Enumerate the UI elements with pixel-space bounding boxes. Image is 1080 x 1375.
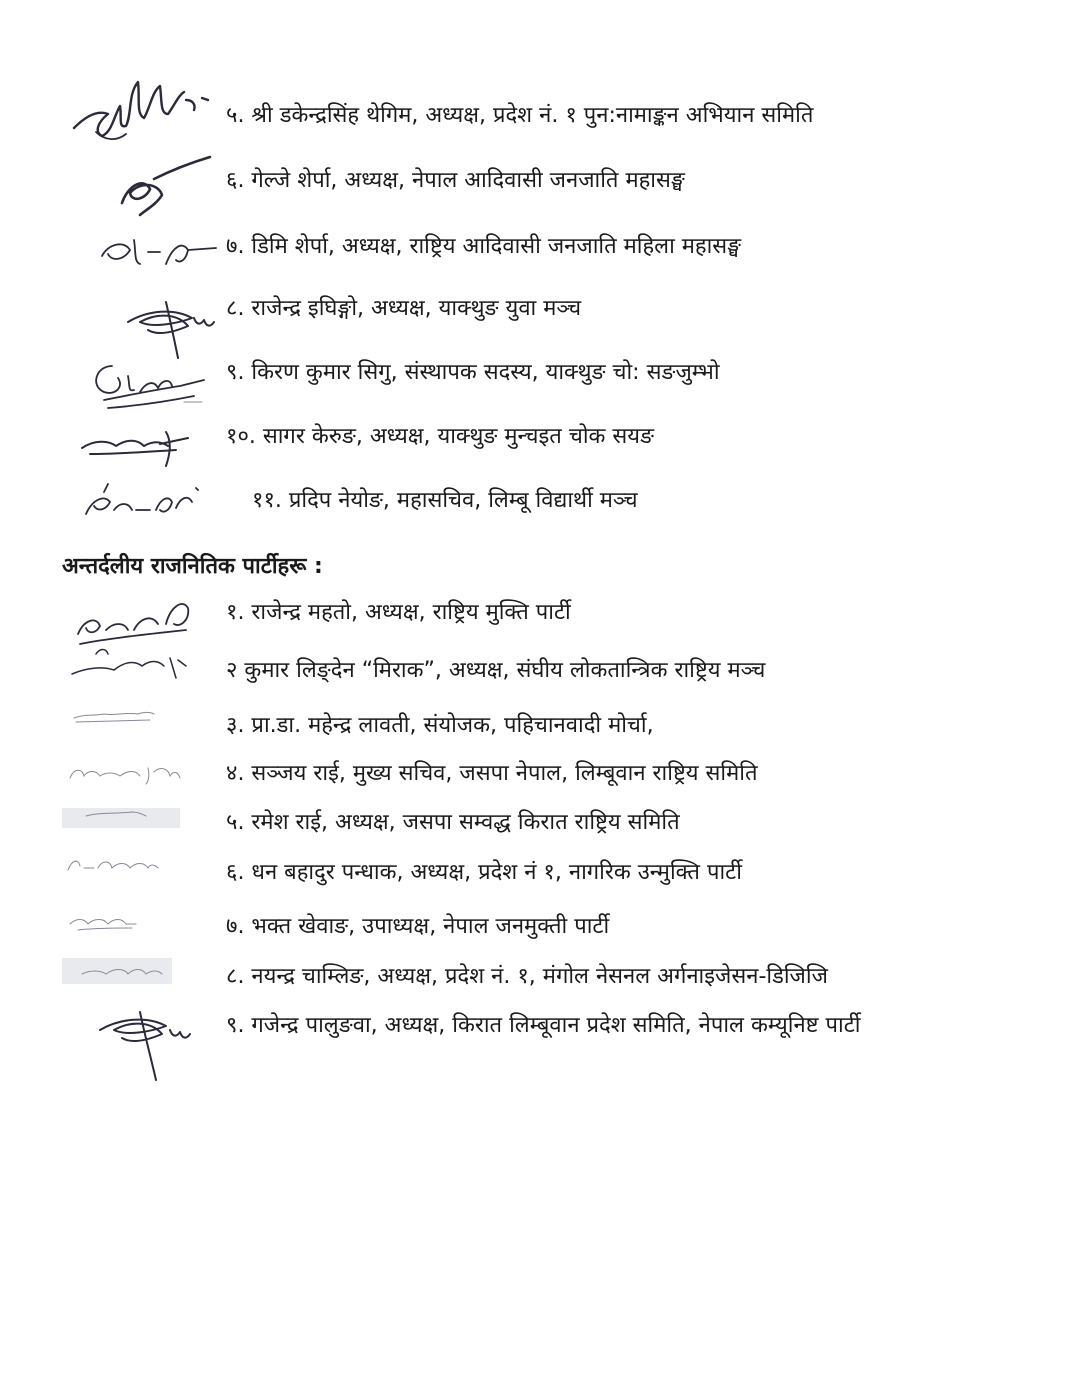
list-item: ६. धन बहादुर पन्धाक, अध्यक्ष, प्रदेश नं १, नागरिक उन्मुक्ति पार्टी bbox=[226, 860, 742, 885]
list-item: ९. किरण कुमार सिगु, संस्थापक सदस्य, याक्थुङ चो: सङजुम्भो bbox=[226, 360, 720, 385]
signature-image bbox=[110, 155, 215, 217]
list-item: १. राजेन्द्र महतो, अध्यक्ष, राष्ट्रिय मुक्ति पार्टी bbox=[226, 600, 571, 625]
list-item: ९. गजेन्द्र पालुङवा, अध्यक्ष, किरात लिम्बूवान प्रदेश समिति, नेपाल कम्यूनिष्ट पार्टी bbox=[226, 1013, 861, 1038]
list-item: ८. नयन्द्र चाम्लिङ, अध्यक्ष, प्रदेश नं. १, मंगोल नेसनल अर्गनाइजेसन-डिजिजि bbox=[226, 964, 828, 989]
list-item: ४. सञ्जय राई, मुख्य सचिव, जसपा नेपाल, लिम्बूवान राष्ट्रिय समिति bbox=[226, 761, 758, 786]
list-item: २ कुमार लिङ्देन “मिराक”, अध्यक्ष, संघीय लोकतान्त्रिक राष्ट्रिय मञ्च bbox=[226, 658, 766, 683]
list-item: ७. डिमि शेर्पा, अध्यक्ष, राष्ट्रिय आदिवासी जनजाति महिला महासङ्घ bbox=[226, 234, 742, 259]
section-heading: अन्तर्दलीय राजनितिक पार्टीहरू : bbox=[62, 554, 323, 579]
signature-stroke bbox=[80, 806, 150, 822]
list-item: ३. प्रा.डा. महेन्द्र लावती, संयोजक, पहिचानवादी मोर्चा, bbox=[226, 713, 654, 738]
signature-image bbox=[80, 480, 205, 526]
signature-image bbox=[64, 908, 144, 934]
list-item: ६. गेल्जे शेर्पा, अध्यक्ष, नेपाल आदिवासी जनजाति महासङ्घ bbox=[226, 168, 685, 193]
list-item: ५. श्री डकेन्द्रसिंह थेगिम, अध्यक्ष, प्रदेश नं. १ पुन:नामाङ्कन अभियान समिति bbox=[226, 103, 814, 128]
signature-image bbox=[66, 594, 196, 686]
signature-image bbox=[70, 704, 160, 728]
signature-image bbox=[64, 758, 184, 788]
signature-image bbox=[94, 1004, 194, 1084]
list-item: ११. प्रदिप नेयोङ, महासचिव, लिम्बू विद्यार्थी मञ्च bbox=[252, 488, 638, 513]
list-item: ७. भक्त खेवाङ, उपाध्यक्ष, नेपाल जनमुक्ती पार्टी bbox=[226, 914, 610, 939]
list-item: १०. सागर केरुङ, अध्यक्ष, याक्थुङ मुन्चइत चोक सयङ bbox=[226, 424, 655, 449]
signature-image bbox=[68, 70, 213, 150]
signature-image bbox=[84, 356, 214, 420]
signature-stroke bbox=[76, 960, 166, 982]
signature-image bbox=[76, 418, 206, 470]
signature-image bbox=[122, 292, 217, 362]
list-item: ५. रमेश राई, अध्यक्ष, जसपा सम्वद्ध किरात राष्ट्रिय समिति bbox=[226, 810, 680, 835]
signature-image bbox=[62, 850, 162, 880]
signature-image bbox=[96, 226, 221, 272]
list-item: ८. राजेन्द्र इघिङ्गो, अध्यक्ष, याक्थुङ युवा मञ्च bbox=[226, 296, 582, 321]
